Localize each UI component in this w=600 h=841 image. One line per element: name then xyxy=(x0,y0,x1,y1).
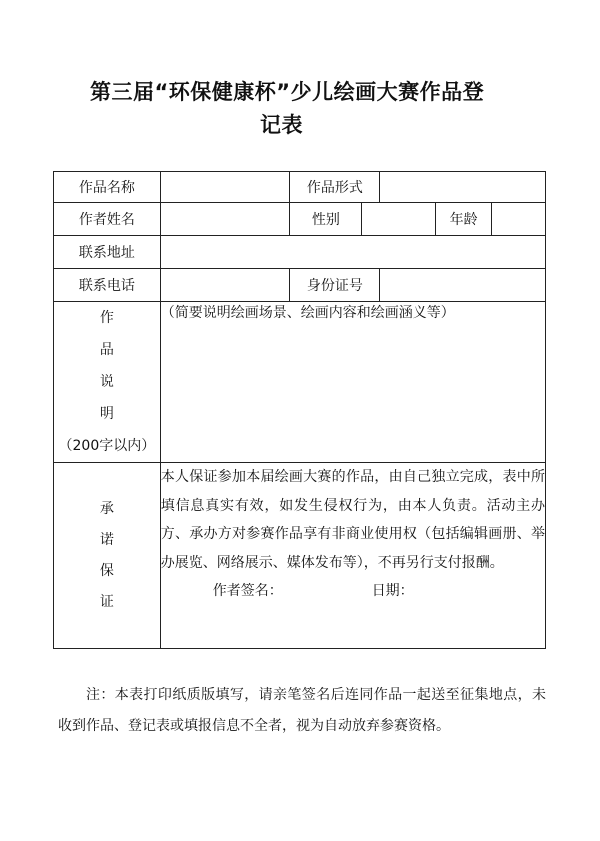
work-name-label: 作品名称 xyxy=(54,172,161,203)
id-number-label: 身份证号 xyxy=(290,269,380,302)
pledge-text: 本人保证参加本届绘画大赛的作品，由自己独立完成，表中所填信息真实有效，如发生侵权行为，由本人负责。活动主办方、承办方对参赛作品享有非商业使用权（包括编辑画册、举办展览、网络展示、媒体发布等），不再另行支付报酬。 xyxy=(160,469,545,571)
work-form-label: 作品形式 xyxy=(290,172,380,203)
gender-field[interactable] xyxy=(362,203,436,236)
description-label xyxy=(54,302,161,463)
signature-label: 作者签名： xyxy=(212,583,283,599)
address-label: 联系地址 xyxy=(54,236,161,269)
date-label: 日期： xyxy=(371,583,414,599)
registration-form xyxy=(53,171,546,649)
author-name-field[interactable] xyxy=(160,203,290,236)
description-char: 说 xyxy=(99,374,114,390)
description-hint: （简要说明绘画场景、绘画内容和绘画涵义等） xyxy=(160,305,455,321)
description-limit: （200字以内） xyxy=(58,438,156,454)
description-char: 明 xyxy=(99,406,114,422)
pledge-char: 保 xyxy=(99,562,114,579)
phone-label: 联系电话 xyxy=(54,269,161,302)
work-name-field[interactable] xyxy=(160,172,290,203)
work-form-field[interactable] xyxy=(380,172,546,203)
author-name-label: 作者姓名 xyxy=(54,203,161,236)
description-char: 品 xyxy=(99,342,114,358)
signature-row xyxy=(161,577,545,606)
age-field[interactable] xyxy=(492,203,546,236)
pledge-char: 证 xyxy=(99,593,114,610)
address-field[interactable] xyxy=(160,236,545,269)
pledge-cell xyxy=(160,463,545,649)
description-field[interactable] xyxy=(160,302,545,463)
footnote: 注：本表打印纸质版填写，请亲笔签名后连同作品一起送至征集地点，未收到作品、登记表或填报信息不全者，视为自动放弃参赛资格。 xyxy=(58,687,546,734)
pledge-char: 承 xyxy=(99,500,114,517)
pledge-char: 诺 xyxy=(99,531,114,548)
description-char: 作 xyxy=(99,310,114,326)
page-title xyxy=(90,76,550,142)
id-number-field[interactable] xyxy=(380,269,546,302)
title-line-2: 记表 xyxy=(260,113,303,137)
pledge-label xyxy=(54,463,161,649)
title-line-1: 第三届“环保健康杯”少儿绘画大赛作品登 xyxy=(90,80,485,104)
age-label: 年龄 xyxy=(436,203,492,236)
gender-label: 性别 xyxy=(290,203,362,236)
phone-field[interactable] xyxy=(160,269,290,302)
